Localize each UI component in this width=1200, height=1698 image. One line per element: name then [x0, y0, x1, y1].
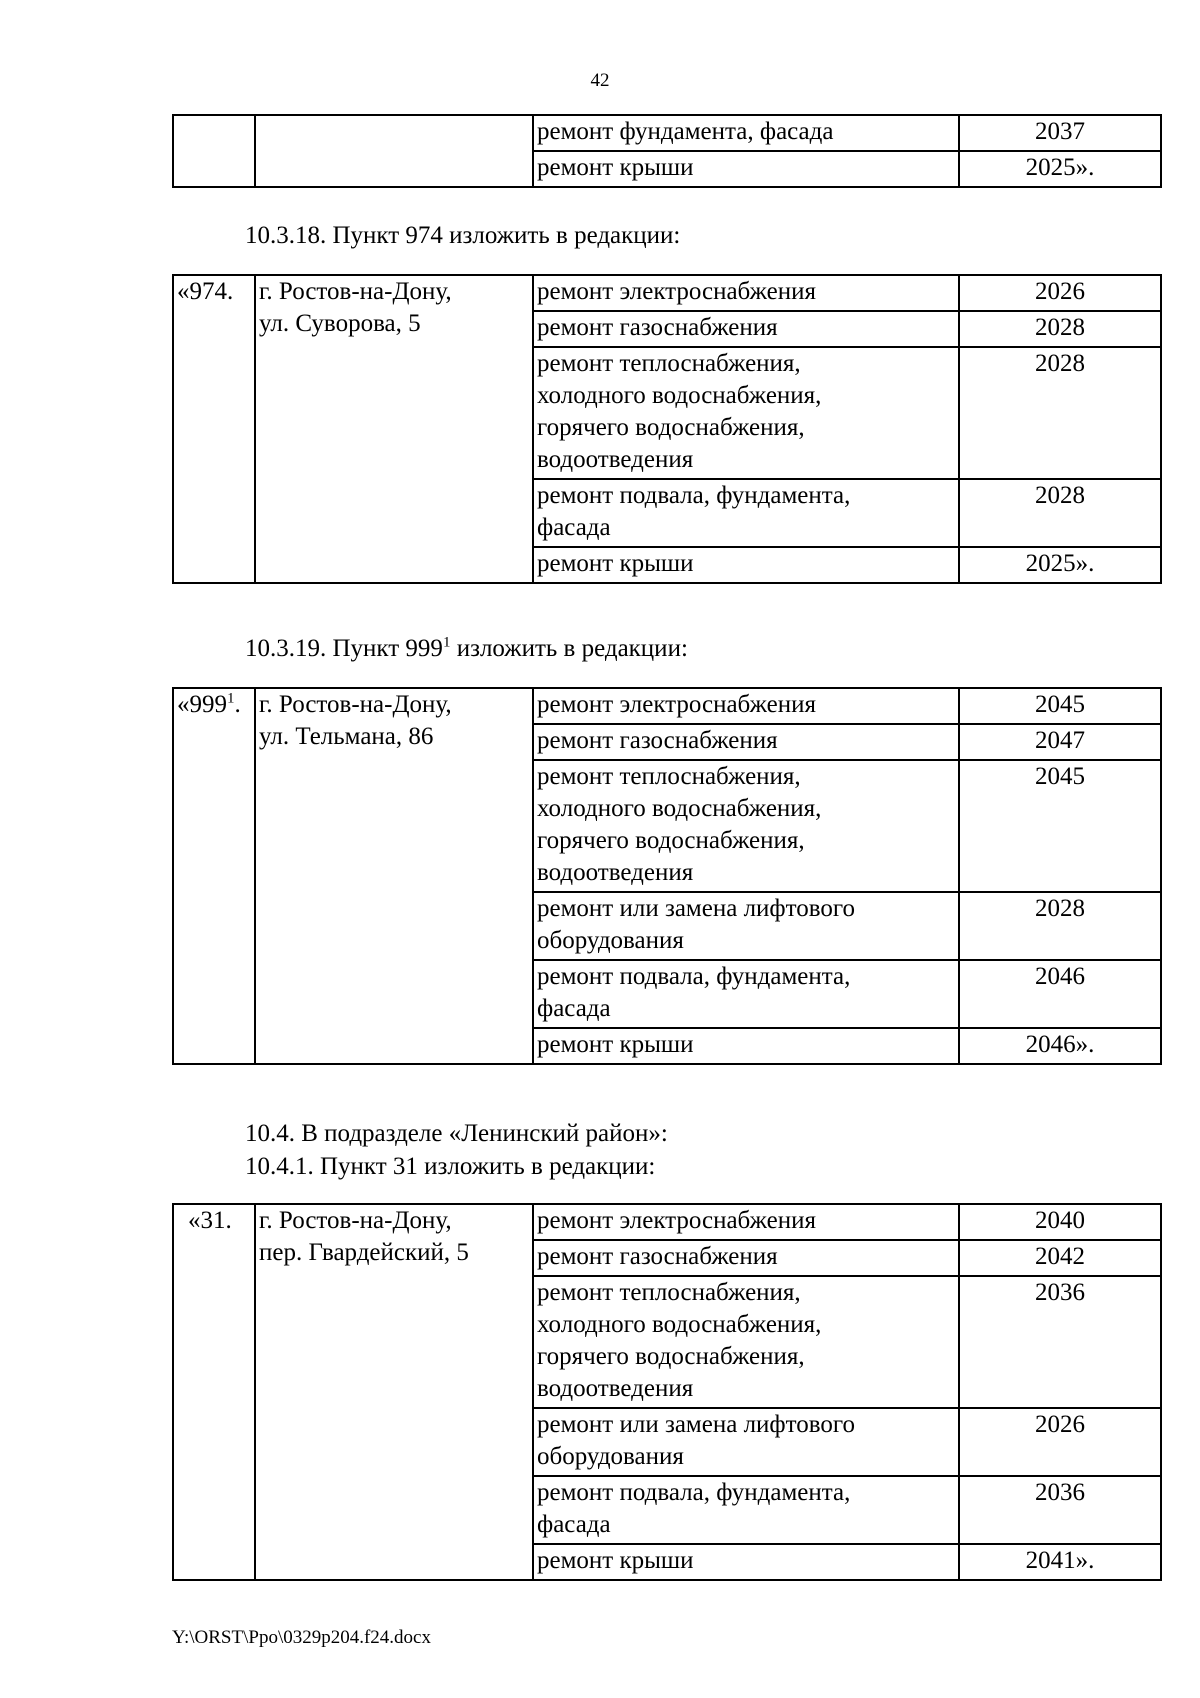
work-cell: ремонт фундамента, фасада	[533, 115, 959, 151]
lead-text: изложить в редакции:	[450, 635, 688, 662]
work-cell: ремонт крыши	[533, 547, 959, 583]
item-number-text: «999	[177, 691, 227, 718]
address-cell	[255, 275, 533, 583]
page-number: 42	[590, 70, 610, 91]
table-row	[173, 115, 1161, 151]
address-city: г. Ростов-на-Дону,	[259, 278, 452, 305]
year-cell: 2037	[959, 115, 1161, 151]
address-street: ул. Тельмана, 86	[259, 723, 434, 750]
year-cell: 2040	[959, 1204, 1161, 1240]
table-row	[173, 1204, 1161, 1240]
address-street: пер. Гвардейский, 5	[259, 1239, 469, 1266]
lead-item-974: 10.3.18. Пункт 974 изложить в редакции:	[245, 222, 681, 249]
work-cell: ремонт подвала, фундамента, фасада	[533, 960, 959, 1028]
table-item-974	[172, 274, 1162, 584]
work-cell: ремонт газоснабжения	[533, 724, 959, 760]
table-row	[173, 688, 1161, 724]
table-row	[173, 275, 1161, 311]
address-cell	[255, 1204, 533, 1580]
work-cell: ремонт крыши	[533, 1028, 959, 1064]
work-cell: ремонт подвала, фундамента, фасада	[533, 479, 959, 547]
year-cell: 2026	[959, 275, 1161, 311]
work-cell: ремонт теплоснабжения, холодного водоснабжения, горячего водоснабжения, водоотведения	[533, 760, 959, 892]
work-cell: ремонт теплоснабжения, холодного водоснабжения, горячего водоснабжения, водоотведения	[533, 1276, 959, 1408]
address-city: г. Ростов-на-Дону,	[259, 1207, 452, 1234]
work-cell: ремонт электроснабжения	[533, 275, 959, 311]
lead-superscript: 1	[442, 634, 451, 651]
year-cell: 2028	[959, 311, 1161, 347]
address-cell	[255, 115, 533, 187]
work-cell: ремонт или замена лифтового оборудования	[533, 1408, 959, 1476]
item-number-superscript: 1	[227, 690, 235, 707]
year-cell: 2025».	[959, 547, 1161, 583]
year-cell: 2046».	[959, 1028, 1161, 1064]
work-cell: ремонт электроснабжения	[533, 688, 959, 724]
number-cell	[173, 115, 255, 187]
table-item-31	[172, 1203, 1162, 1581]
year-cell: 2036	[959, 1276, 1161, 1408]
year-cell: 2028	[959, 347, 1161, 479]
year-cell: 2026	[959, 1408, 1161, 1476]
year-cell: 2042	[959, 1240, 1161, 1276]
address-street: ул. Суворова, 5	[259, 310, 421, 337]
footer-file-path: Y:\ORST\Ppo\0329p204.f24.docx	[172, 1627, 431, 1648]
work-cell: ремонт газоснабжения	[533, 311, 959, 347]
lead-item-31: 10.4.1. Пункт 31 изложить в редакции:	[245, 1153, 656, 1180]
year-cell: 2028	[959, 479, 1161, 547]
address-city: г. Ростов-на-Дону,	[259, 691, 452, 718]
item-number: «31.	[173, 1204, 255, 1580]
work-cell: ремонт крыши	[533, 1544, 959, 1580]
year-cell: 2045	[959, 688, 1161, 724]
year-cell: 2047	[959, 724, 1161, 760]
work-cell: ремонт газоснабжения	[533, 1240, 959, 1276]
item-number	[173, 688, 255, 1064]
work-cell: ремонт подвала, фундамента, фасада	[533, 1476, 959, 1544]
year-cell: 2028	[959, 892, 1161, 960]
year-cell: 2041».	[959, 1544, 1161, 1580]
work-cell: ремонт крыши	[533, 151, 959, 187]
table-item-999	[172, 687, 1162, 1065]
year-cell: 2036	[959, 1476, 1161, 1544]
year-cell: 2025».	[959, 151, 1161, 187]
work-cell: ремонт теплоснабжения, холодного водоснабжения, горячего водоснабжения, водоотведения	[533, 347, 959, 479]
item-number-dot: .	[234, 691, 241, 718]
section-lead: 10.4. В подразделе «Ленинский район»:	[245, 1120, 668, 1147]
lead-text: 10.3.19. Пункт 999	[245, 635, 443, 662]
lead-item-999	[245, 633, 688, 665]
continuation-table	[172, 114, 1162, 188]
year-cell: 2045	[959, 760, 1161, 892]
work-cell: ремонт электроснабжения	[533, 1204, 959, 1240]
year-cell: 2046	[959, 960, 1161, 1028]
work-cell: ремонт или замена лифтового оборудования	[533, 892, 959, 960]
item-number: «974.	[173, 275, 255, 583]
address-cell	[255, 688, 533, 1064]
